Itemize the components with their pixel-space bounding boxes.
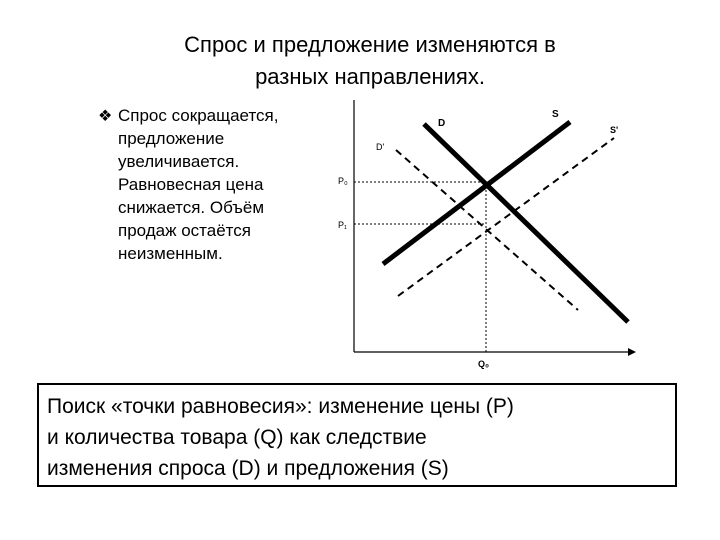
bullet-text-block bbox=[98, 104, 338, 265]
supply-demand-diagram bbox=[330, 95, 640, 385]
label-p0: P₀ bbox=[338, 176, 348, 186]
label-q0: Q₀ bbox=[478, 359, 490, 369]
caption-line: и количества товара (Q) как следствие bbox=[47, 426, 427, 449]
diamond-bullet-icon: ❖ bbox=[98, 108, 113, 125]
bullet-line: предложение bbox=[118, 129, 225, 148]
bullet-line: Спрос сокращается, bbox=[118, 106, 279, 125]
bullet-line: неизменным. bbox=[118, 244, 223, 263]
bullet-line: Равновесная цена bbox=[118, 175, 264, 194]
supply-curve-s bbox=[383, 122, 570, 264]
caption-line: Поиск «точки равновесия»: изменение цены (P) bbox=[47, 395, 514, 418]
bullet-line: продаж остаётся bbox=[118, 221, 251, 240]
label-d: D bbox=[438, 118, 446, 129]
caption-box bbox=[37, 383, 677, 487]
label-s: S bbox=[552, 109, 559, 120]
slide-title-line-1: Спрос и предложение изменяются в bbox=[184, 32, 556, 57]
caption-line: изменения спроса (D) и предложения (S) bbox=[47, 457, 449, 480]
bullet-line: снижается. Объём bbox=[118, 198, 265, 217]
supply-curve-s-prime bbox=[398, 138, 614, 296]
bullet-line: увеличивается. bbox=[118, 152, 240, 171]
label-p1: P₁ bbox=[338, 220, 348, 230]
x-axis-arrow bbox=[628, 348, 636, 356]
slide-title-line-2: разных направлениях. bbox=[255, 64, 485, 89]
label-d-prime: D' bbox=[376, 142, 385, 152]
label-s-prime: S' bbox=[610, 125, 619, 135]
